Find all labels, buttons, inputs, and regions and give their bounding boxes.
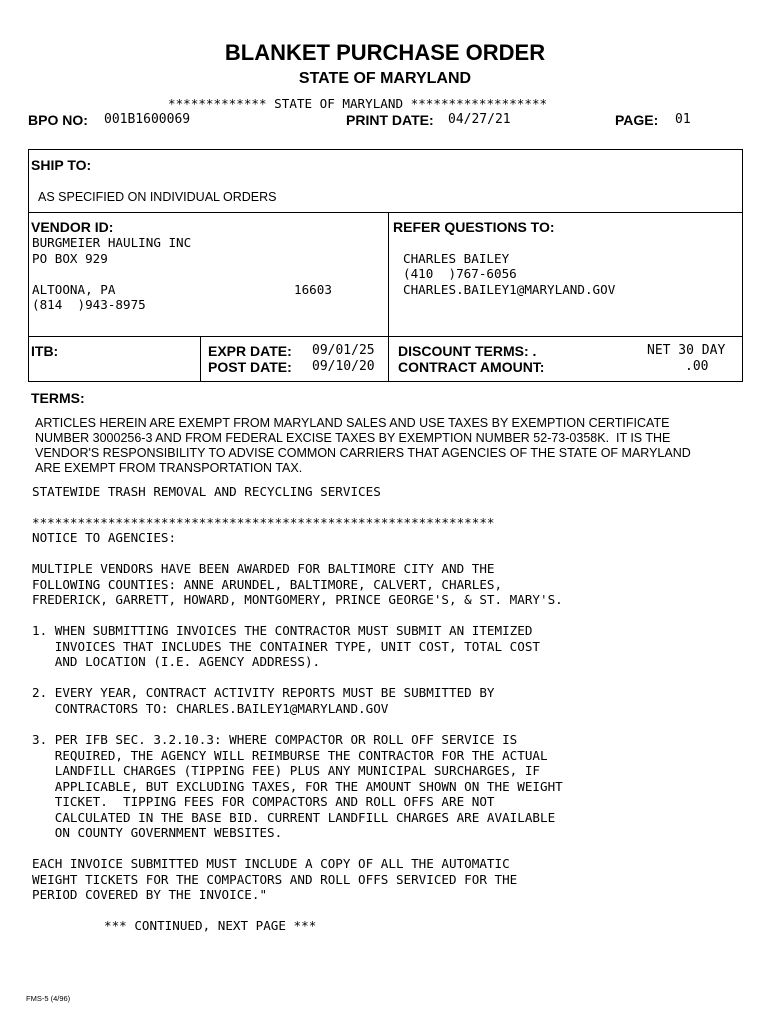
vendor-id-label: VENDOR ID: xyxy=(31,219,114,235)
form-id: FMS-5 (4/96) xyxy=(26,994,71,1003)
page-label: PAGE: xyxy=(615,112,659,128)
document-subtitle: STATE OF MARYLAND xyxy=(298,70,472,87)
expr-date-value: 09/01/25 xyxy=(312,343,375,358)
ship-to-value: AS SPECIFIED ON INDIVIDUAL ORDERS xyxy=(38,190,277,204)
expr-date-label: EXPR DATE: xyxy=(208,343,292,359)
itb-column-divider xyxy=(200,336,201,382)
post-date-value: 09/10/20 xyxy=(312,359,375,374)
box-top-border xyxy=(28,149,743,150)
notice-item-2: 2. EVERY YEAR, CONTRACT ACTIVITY REPORTS MUST BE SUBMITTED BY CONTRACTORS TO: CHARLES.BAILEY1@MARYLAND.GOV xyxy=(32,685,495,716)
document-title: BLANKET PURCHASE ORDER xyxy=(224,40,546,65)
discount-terms-label: DISCOUNT TERMS: . xyxy=(398,343,537,359)
contract-amount-value: .00 xyxy=(685,359,709,374)
terms-line-4: ARE EXEMPT FROM TRANSPORTATION TAX. xyxy=(35,461,303,475)
contact-phone: (410 )767-6056 xyxy=(403,266,517,281)
terms-label: TERMS: xyxy=(31,390,85,406)
notice-item-1: 1. WHEN SUBMITTING INVOICES THE CONTRACTOR MUST SUBMIT AN ITEMIZED INVOICES THAT INCLUDES THE CONTAINER TYPE, UNIT COST, TOTAL COST AND LOCATION (I.E. AGENCY ADDRESS). xyxy=(32,623,540,669)
contact-email: CHARLES.BAILEY1@MARYLAND.GOV xyxy=(403,282,616,297)
continued-notice: *** CONTINUED, NEXT PAGE *** xyxy=(104,918,317,933)
print-date-label: PRINT DATE: xyxy=(346,112,434,128)
itb-label: ITB: xyxy=(31,343,59,359)
center-column-divider xyxy=(388,212,389,382)
discount-terms-value: NET 30 DAY xyxy=(647,343,726,358)
print-date-value: 04/27/21 xyxy=(448,112,511,127)
vendor-city: ALTOONA, PA xyxy=(32,282,116,297)
ship-to-divider xyxy=(28,212,743,213)
notice-item-3: 3. PER IFB SEC. 3.2.10.3: WHERE COMPACTOR OR ROLL OFF SERVICE IS REQUIRED, THE AGENCY WILL REIMBURSE THE CONTRACTOR FOR THE ACTUAL LANDFILL CHARGES (TIPPING FEE) PLUS ANY MUNICIPAL SURCHARGES, IF APPLICABLE, BUT EXCLUDING TAXES, FOR THE AMOUNT SHOWN ON THE WEIGHT TICKET. TIPPING FEES FOR COMPACTORS AND ROLL OFFS ARE NOT CALCULATED IN THE BASE BID. CURRENT LANDFILL CHARGES ARE AVAILABLE ON COUNTY GOVERNMENT WEBSITES. xyxy=(32,732,563,840)
vendor-divider xyxy=(28,336,743,337)
notice-heading: NOTICE TO AGENCIES: xyxy=(32,530,177,545)
service-description: STATEWIDE TRASH REMOVAL AND RECYCLING SERVICES xyxy=(32,484,381,499)
awarded-vendors-paragraph: MULTIPLE VENDORS HAVE BEEN AWARDED FOR BALTIMORE CITY AND THE FOLLOWING COUNTIES: ANNE ARUNDEL, BALTIMORE, CALVERT, CHARLES, FREDERICK, GARRETT, HOWARD, MONTGOMERY, PRINCE GEORGE'S, & ST. MARY'S. xyxy=(32,561,563,607)
vendor-name: BURGMEIER HAULING INC xyxy=(32,235,192,250)
box-bottom-border xyxy=(28,381,743,382)
separator-stars: ************************************************************* xyxy=(32,515,495,530)
bpo-number-label: BPO NO: xyxy=(28,112,88,128)
box-left-border xyxy=(28,149,29,382)
terms-line-3: VENDOR'S RESPONSIBILITY TO ADVISE COMMON CARRIERS THAT AGENCIES OF THE STATE OF MARYLAND xyxy=(35,446,691,460)
vendor-zip: 16603 xyxy=(294,282,332,297)
contract-amount-label: CONTRACT AMOUNT: xyxy=(398,359,545,375)
post-date-label: POST DATE: xyxy=(208,359,292,375)
box-right-border xyxy=(742,149,743,382)
vendor-address: PO BOX 929 xyxy=(32,251,108,266)
refer-questions-label: REFER QUESTIONS TO: xyxy=(393,219,555,235)
ship-to-label: SHIP TO: xyxy=(31,157,92,173)
bpo-number-value: 001B1600069 xyxy=(104,112,191,127)
contact-name: CHARLES BAILEY xyxy=(403,251,510,266)
vendor-phone: (814 )943-8975 xyxy=(32,297,146,312)
invoice-paragraph: EACH INVOICE SUBMITTED MUST INCLUDE A COPY OF ALL THE AUTOMATIC WEIGHT TICKETS FOR THE COMPACTORS AND ROLL OFFS SERVICED FOR THE PERIOD COVERED BY THE INVOICE." xyxy=(32,856,518,902)
page-value: 01 xyxy=(675,112,691,127)
state-banner: ************* STATE OF MARYLAND ****************** xyxy=(168,96,548,111)
terms-line-1: ARTICLES HEREIN ARE EXEMPT FROM MARYLAND SALES AND USE TAXES BY EXEMPTION CERTIFICATE xyxy=(35,416,670,430)
terms-line-2: NUMBER 3000256-3 AND FROM FEDERAL EXCISE TAXES BY EXEMPTION NUMBER 52-73-0358K. IT IS THE xyxy=(35,431,671,445)
